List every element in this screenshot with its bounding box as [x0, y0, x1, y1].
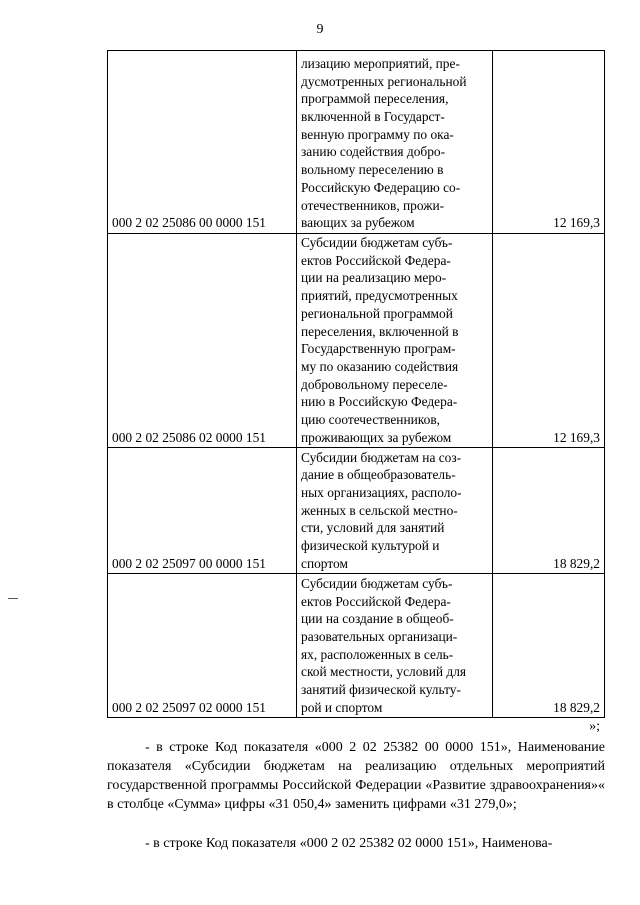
- row-sum: 18 829,2: [493, 574, 605, 718]
- amendment-paragraph: [107, 834, 605, 853]
- row-code: 000 2 02 25097 02 0000 151: [108, 574, 297, 718]
- page-number: 9: [316, 22, 324, 37]
- table-row: [108, 234, 605, 448]
- row-sum: 18 829,2: [493, 448, 605, 574]
- margin-mark: [8, 598, 18, 599]
- row-code: 000 2 02 25086 02 0000 151: [108, 234, 297, 448]
- row-name: Субсидии бюджетам на соз- дание в общеобразователь- ных организациях, располо- женных в сельской местно- сти, условий для занятий физической культурой и спортом: [297, 448, 493, 574]
- row-sum: 12 169,3: [493, 234, 605, 448]
- amendment-paragraph: [107, 738, 605, 814]
- row-code: 000 2 02 25097 00 0000 151: [108, 448, 297, 574]
- paragraph-text: - в строке Код показателя «000 2 02 25382 02 0000 151», Наименова-: [145, 836, 553, 851]
- row-code: 000 2 02 25086 00 0000 151: [108, 51, 297, 234]
- table-row: [108, 51, 605, 234]
- row-name: лизацию мероприятий, пре- дусмотренных региональной программой переселения, включенной в Государст- венную программу по ока- занию содействия добро- вольному переселению в Российскую Федерацию со- отечественников, прожи- вающих за рубежом: [297, 51, 493, 234]
- budget-table: [107, 50, 605, 718]
- table-row: [108, 574, 605, 718]
- row-sum: 12 169,3: [493, 51, 605, 234]
- paragraph-text: - в строке Код показателя «000 2 02 25382 00 0000 151», Наименование показателя «Субсидии бюджетам на реализацию отдельных мероприятий государственной программы Российской Федерации «Развитие здравоохранения»« в столбце «Сумма» цифры «31 050,4» заменить цифрами «31 279,0»;: [107, 740, 605, 812]
- table-row: [108, 448, 605, 574]
- closing-quote: »;: [589, 719, 600, 734]
- row-name: Субсидии бюджетам субъ- ектов Российской Федера- ции на реализацию меро- приятий, предусмотренных региональной программой переселения, включенной в Государственную програм- му по оказанию содействия добровольному переселе- нию в Российскую Федера- цию соотечественников, проживающих за рубежом: [297, 234, 493, 448]
- row-name: Субсидии бюджетам субъ- ектов Российской Федера- ции на создание в общеоб- разовательных организаци- ях, расположенных в сель- ской местности, условий для занятий физической культу- рой и спортом: [297, 574, 493, 718]
